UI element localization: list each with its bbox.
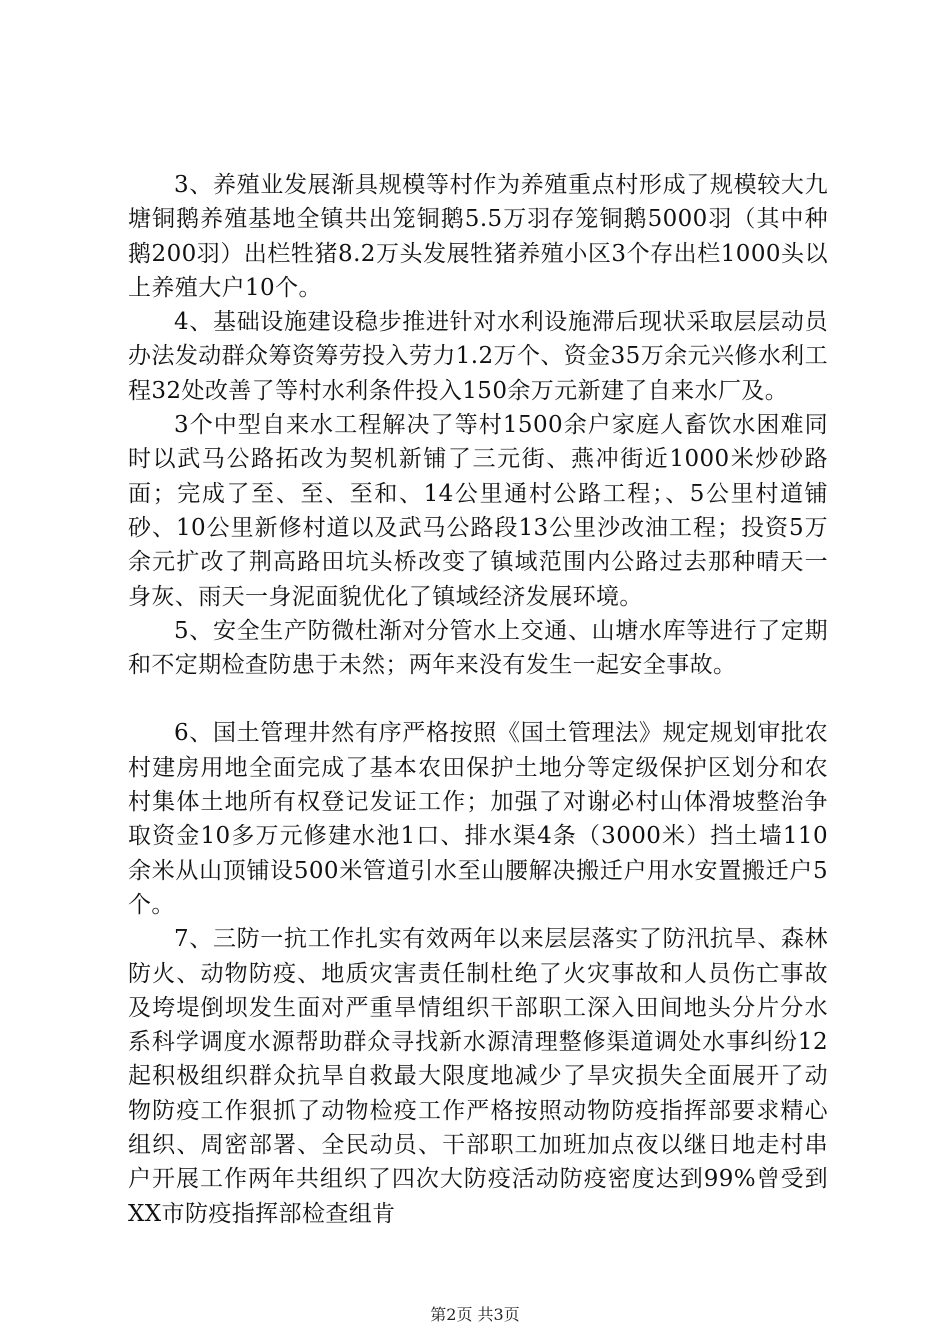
document-body [128,168,828,1231]
paragraph-infrastructure: 4、基础设施建设稳步推进针对水利设施滞后现状采取层层动员办法发动群众筹资筹劳投入劳力1.2万个、资金35万余元兴修水利工程32处改善了等村水利条件投入150余万元新建了自来水厂及。 [128,309,828,404]
paragraph-land-management: 6、国土管理井然有序严格按照《国土管理法》规定规划审批农村建房用地全面完成了基本农田保护土地分等定级保护区划分和农村集体土地所有权登记发证工作；加强了对谢必村山体滑坡整治争取资金10多万元修建水池1口、排水渠4条（3000米）挡土墙110余米从山顶铺设500米管道引水至山腰解决搬迁户用水安置搬迁户5个。 [128,720,828,918]
paragraph-water-road: 3个中型自来水工程解决了等村1500余户家庭人畜饮水困难同时以武马公路拓改为契机新铺了三元街、燕冲街近1000米炒砂路面；完成了至、至、至和、14公里通村公路工程；、5公里村道铺砂、10公里新修村道以及武马公路段13公里沙改油工程；投资5万余元扩改了荆高路田坑头桥改变了镇域范围内公路过去那种晴天一身灰、雨天一身泥面貌优化了镇域经济发展环境。 [128,412,828,610]
paragraph-livestock: 3、养殖业发展渐具规模等村作为养殖重点村形成了规模较大九塘铜鹅养殖基地全镇共出笼铜鹅5.5万羽存笼铜鹅5000羽（其中种鹅200羽）出栏牲猪8.2万头发展牲猪养殖小区3个存出栏1000头以上养殖大户10个。 [128,172,828,301]
paragraph-gap [128,682,828,716]
page-footer: 第2页 共3页 [430,1305,520,1324]
paragraph-disaster-prevention: 7、三防一抗工作扎实有效两年以来层层落实了防汛抗旱、森林防火、动物防疫、地质灾害责任制杜绝了火灾事故和人员伤亡事故及垮堤倒坝发生面对严重旱情组织干部职工深入田间地头分片分水系科学调度水源帮助群众寻找新水源清理整修渠道调处水事纠纷12起积极组织群众抗旱自救最大限度地减少了旱灾损失全面展开了动物防疫工作狠抓了动物检疫工作严格按照动物防疫指挥部要求精心组织、周密部署、全民动员、干部职工加班加点夜以继日地走村串户开展工作两年共组织了四次大防疫活动防疫密度达到99%曾受到XX市防疫指挥部检查组肯 [128,926,828,1227]
paragraph-safety: 5、安全生产防微杜渐对分管水上交通、山塘水库等进行了定期和不定期检查防患于未然；两年来没有发生一起安全事故。 [128,617,828,679]
